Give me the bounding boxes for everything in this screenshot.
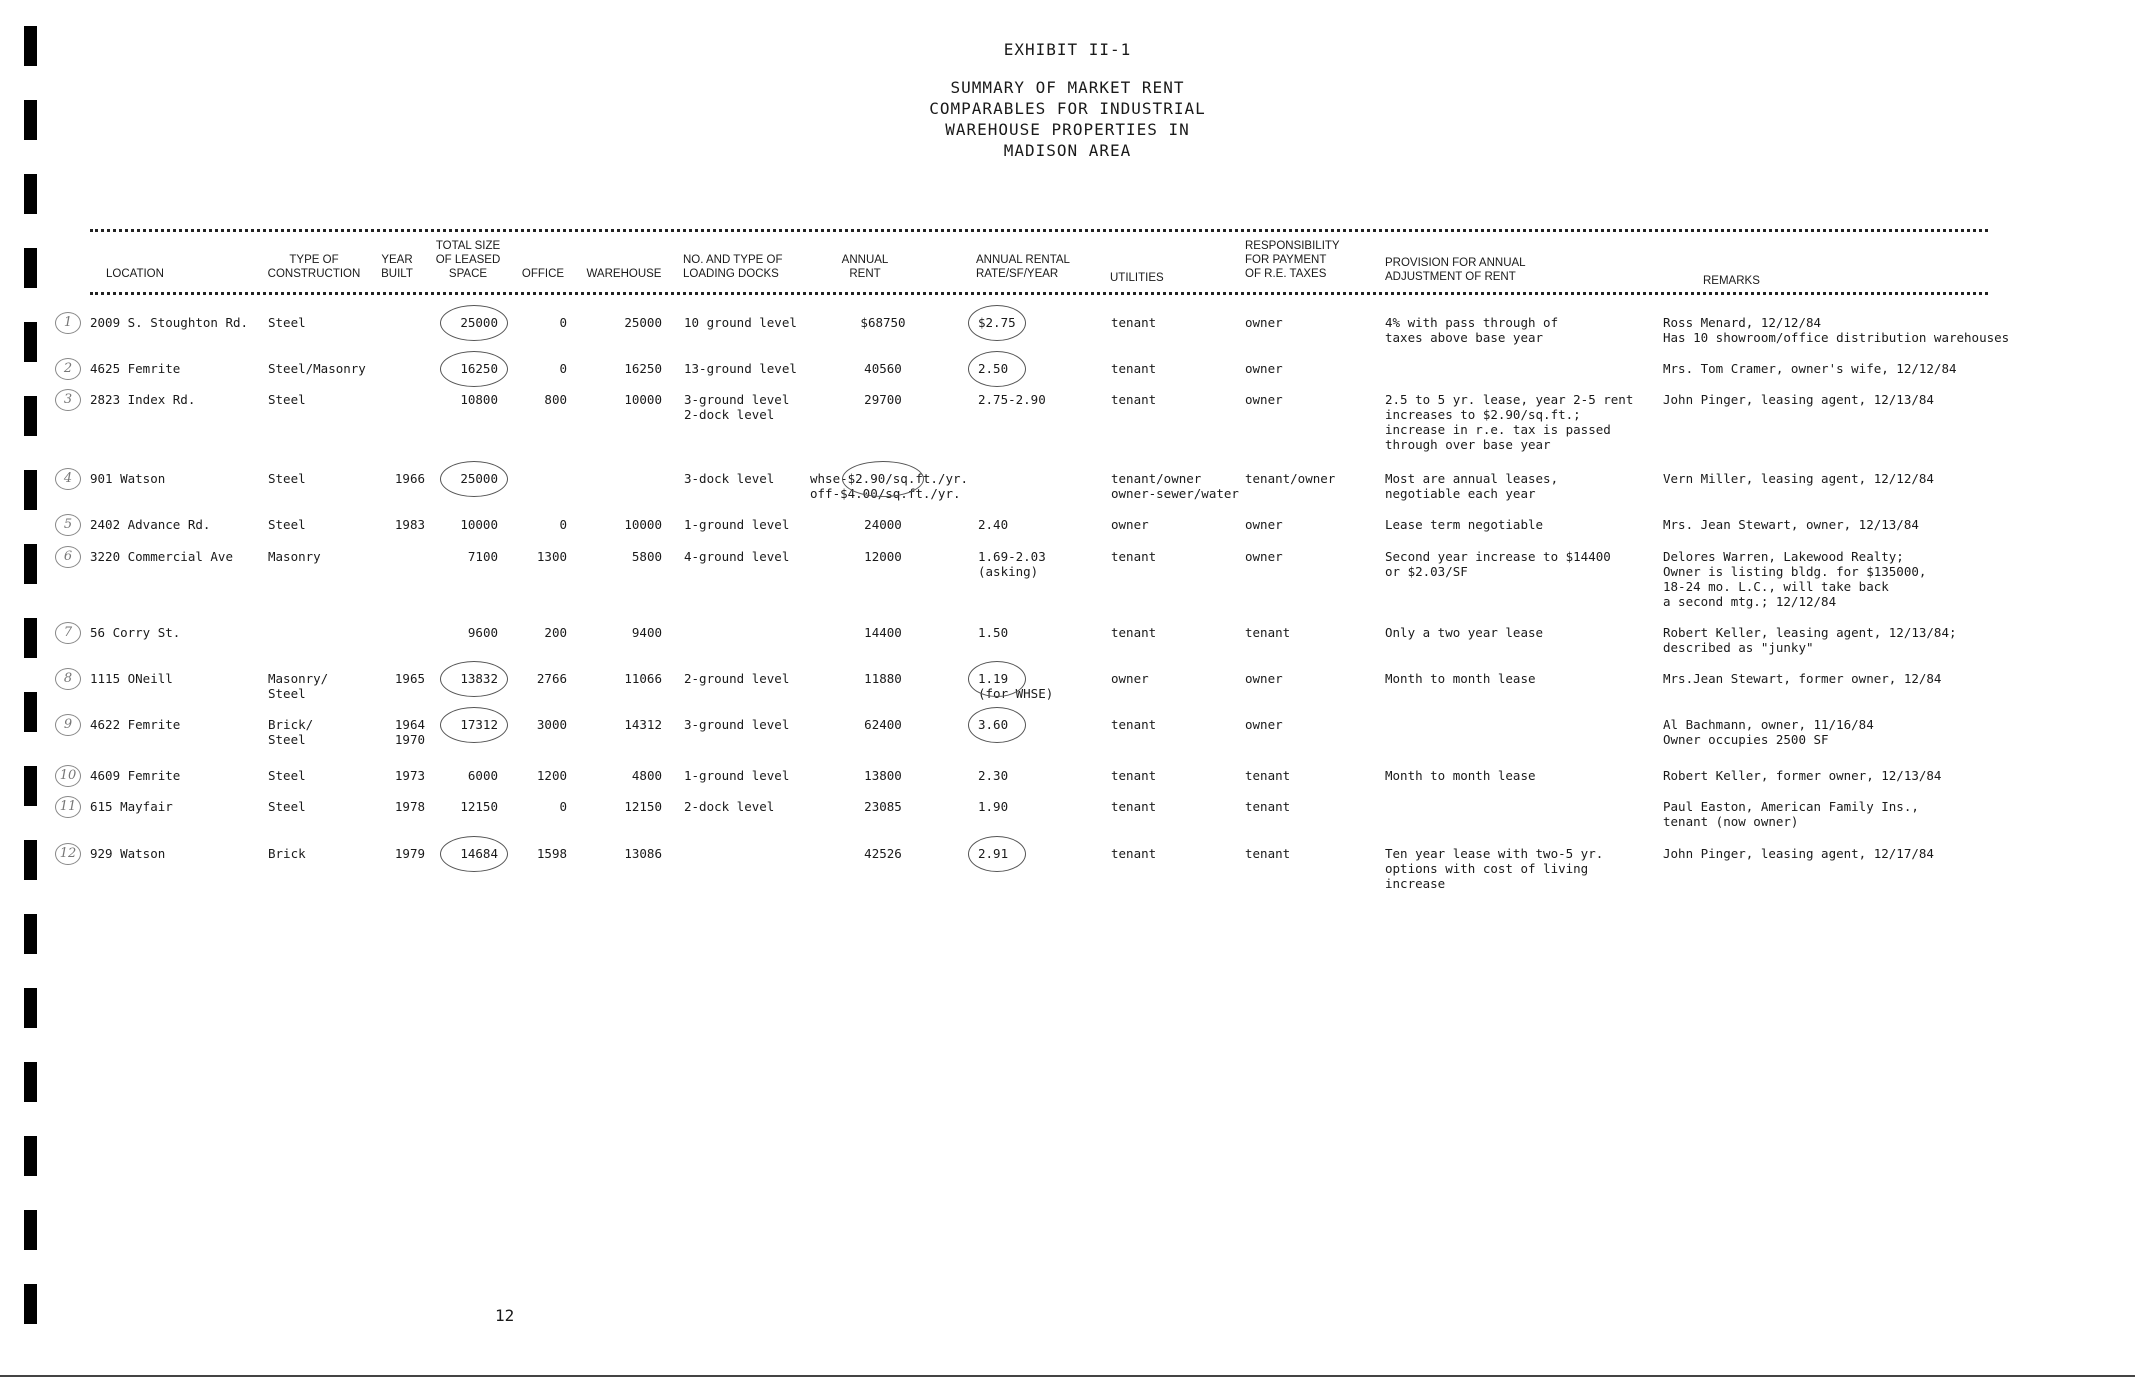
cell-year: 1978	[394, 799, 425, 814]
cell-location: 4609 Femrite	[90, 768, 181, 783]
cell-taxes: owner	[1245, 392, 1283, 407]
binder-hole	[24, 396, 37, 436]
binder-hole	[24, 1062, 37, 1102]
col-head-construction: TYPE OF CONSTRUCTION	[267, 254, 361, 280]
cell-location: 2009 S. Stoughton Rd.	[90, 315, 249, 330]
cell-remarks: Paul Easton, American Family Ins., tenant (now owner)	[1663, 799, 1919, 829]
cell-construction: Masonry	[268, 549, 321, 564]
handwritten-row-number: 8	[55, 668, 81, 690]
cell-year: 1973	[394, 768, 425, 783]
cell-construction: Brick/ Steel	[268, 717, 314, 747]
cell-rate: 1.69-2.03 (asking)	[978, 549, 1046, 579]
cell-rent: 29700	[864, 392, 902, 407]
title-line-2: COMPARABLES FOR INDUSTRIAL	[929, 99, 1206, 118]
col-head-utilities: UTILITIES	[1110, 272, 1164, 284]
cell-taxes: tenant	[1245, 799, 1291, 814]
binder-hole	[24, 914, 37, 954]
col-head-remarks: REMARKS	[1703, 275, 1760, 287]
binder-hole	[24, 322, 37, 362]
cell-location: 2823 Index Rd.	[90, 392, 196, 407]
col-head-warehouse: WAREHOUSE	[586, 268, 662, 280]
handwritten-row-number: 3	[55, 389, 81, 411]
col-head-rent: ANNUAL RENT	[841, 254, 889, 280]
cell-utilities: tenant	[1111, 392, 1157, 407]
cell-office: 1598	[536, 846, 567, 861]
page-number: 12	[495, 1306, 515, 1325]
cell-rent: 11880	[864, 671, 902, 686]
cell-office: 800	[544, 392, 567, 407]
cell-size: 10000	[460, 517, 498, 532]
cell-docks: 2-ground level	[684, 671, 790, 686]
cell-taxes: owner	[1245, 717, 1283, 732]
binder-hole	[24, 692, 37, 732]
cell-taxes: tenant	[1245, 625, 1291, 640]
cell-rent: 40560	[864, 361, 902, 376]
header-bottom-rule	[90, 292, 1988, 295]
handwritten-row-number: 10	[55, 765, 81, 787]
binder-hole	[24, 1136, 37, 1176]
cell-utilities: tenant/owner owner-sewer/water	[1111, 471, 1239, 501]
col-head-rate: ANNUAL RENTAL RATE/SF/YEAR	[976, 254, 1070, 280]
cell-year: 1966	[394, 471, 425, 486]
cell-docks: 10 ground level	[684, 315, 797, 330]
handwritten-row-number: 1	[55, 312, 81, 334]
col-head-size: TOTAL SIZE OF LEASED SPACE	[435, 240, 501, 280]
cell-office: 3000	[536, 717, 567, 732]
handwritten-row-number: 4	[55, 468, 81, 490]
cell-warehouse: 13086	[624, 846, 662, 861]
cell-construction: Steel	[268, 799, 306, 814]
cell-size: 17312	[460, 717, 498, 732]
cell-taxes: owner	[1245, 315, 1283, 330]
col-head-provision: PROVISION FOR ANNUAL ADJUSTMENT OF RENT	[1385, 257, 1526, 283]
cell-rate: 2.91	[978, 846, 1009, 861]
binder-hole	[24, 470, 37, 510]
cell-warehouse: 10000	[624, 392, 662, 407]
cell-rent: 23085	[864, 799, 902, 814]
title-line-1: SUMMARY OF MARKET RENT	[950, 78, 1185, 97]
cell-remarks: Mrs.Jean Stewart, former owner, 12/84	[1663, 671, 1942, 686]
cell-utilities: tenant	[1111, 799, 1157, 814]
pen-mark-circle	[842, 461, 924, 497]
handwritten-row-number: 5	[55, 514, 81, 536]
cell-size: 13832	[460, 671, 498, 686]
cell-remarks: Ross Menard, 12/12/84 Has 10 showroom/office distribution warehouses	[1663, 315, 2010, 345]
pen-mark-circle	[968, 661, 1026, 697]
cell-rate: $2.75	[978, 315, 1016, 330]
cell-warehouse: 16250	[624, 361, 662, 376]
binder-hole	[24, 174, 37, 214]
binder-hole	[24, 1210, 37, 1250]
cell-docks: 4-ground level	[684, 549, 790, 564]
pen-mark-circle	[968, 351, 1026, 387]
table-top-rule	[90, 229, 1988, 232]
handwritten-row-number: 11	[55, 796, 81, 818]
cell-rate: 1.90	[978, 799, 1009, 814]
handwritten-row-number: 2	[55, 358, 81, 380]
cell-rent: 12000	[864, 549, 902, 564]
cell-size: 16250	[460, 361, 498, 376]
cell-taxes: tenant/owner	[1245, 471, 1336, 486]
cell-office: 200	[544, 625, 567, 640]
cell-size: 6000	[467, 768, 498, 783]
cell-rate: 1.50	[978, 625, 1009, 640]
col-head-year: YEAR BUILT	[381, 254, 413, 280]
cell-provision: Most are annual leases, negotiable each year	[1385, 471, 1559, 501]
pen-mark-circle	[440, 661, 508, 697]
col-head-office: OFFICE	[521, 268, 565, 280]
cell-provision: Month to month lease	[1385, 768, 1536, 783]
cell-provision: Month to month lease	[1385, 671, 1536, 686]
cell-construction: Steel	[268, 768, 306, 783]
title-line-4: MADISON AREA	[1003, 141, 1132, 160]
handwritten-row-number: 9	[55, 714, 81, 736]
cell-taxes: owner	[1245, 361, 1283, 376]
cell-size: 25000	[460, 471, 498, 486]
binder-hole	[24, 988, 37, 1028]
cell-taxes: owner	[1245, 517, 1283, 532]
binder-hole	[24, 544, 37, 584]
cell-docks: 3-ground level	[684, 717, 790, 732]
cell-warehouse: 10000	[624, 517, 662, 532]
cell-year: 1964 1970	[394, 717, 425, 747]
cell-rate: 2.50	[978, 361, 1009, 376]
cell-provision: Second year increase to $14400 or $2.03/SF	[1385, 549, 1611, 579]
cell-utilities: tenant	[1111, 361, 1157, 376]
col-head-taxes: RESPONSIBILITY FOR PAYMENT OF R.E. TAXES	[1245, 240, 1340, 280]
col-head-docks: NO. AND TYPE OF LOADING DOCKS	[683, 254, 783, 280]
col-head-location: LOCATION	[106, 268, 164, 280]
cell-warehouse: 12150	[624, 799, 662, 814]
cell-rent: 42526	[864, 846, 902, 861]
cell-remarks: Mrs. Jean Stewart, owner, 12/13/84	[1663, 517, 1919, 532]
cell-rate: 1.19 (for WHSE)	[978, 671, 1054, 701]
cell-utilities: tenant	[1111, 549, 1157, 564]
cell-warehouse: 5800	[631, 549, 662, 564]
title-line-3: WAREHOUSE PROPERTIES IN	[945, 120, 1190, 139]
handwritten-row-number: 12	[55, 843, 81, 865]
cell-construction: Steel	[268, 517, 306, 532]
cell-size: 12150	[460, 799, 498, 814]
cell-remarks: John Pinger, leasing agent, 12/17/84	[1663, 846, 1934, 861]
cell-warehouse: 25000	[624, 315, 662, 330]
cell-office: 2766	[536, 671, 567, 686]
cell-location: 2402 Advance Rd.	[90, 517, 211, 532]
cell-warehouse: 9400	[631, 625, 662, 640]
cell-size: 14684	[460, 846, 498, 861]
cell-construction: Steel	[268, 315, 306, 330]
cell-taxes: tenant	[1245, 846, 1291, 861]
cell-location: 1115 ONeill	[90, 671, 173, 686]
cell-utilities: tenant	[1111, 717, 1157, 732]
cell-taxes: owner	[1245, 671, 1283, 686]
cell-rent: 14400	[864, 625, 902, 640]
cell-year: 1979	[394, 846, 425, 861]
cell-office: 0	[559, 361, 567, 376]
cell-warehouse: 4800	[631, 768, 662, 783]
cell-office: 1300	[536, 549, 567, 564]
cell-docks: 1-ground level	[684, 517, 790, 532]
binder-hole	[24, 618, 37, 658]
handwritten-row-number: 6	[55, 546, 81, 568]
cell-year: 1983	[394, 517, 425, 532]
pen-mark-circle	[440, 707, 508, 743]
cell-rent: 24000	[864, 517, 902, 532]
cell-docks: 2-dock level	[684, 799, 775, 814]
cell-office: 0	[559, 799, 567, 814]
cell-provision: 4% with pass through of taxes above base year	[1385, 315, 1559, 345]
binder-hole	[24, 840, 37, 880]
cell-rate: 2.75-2.90	[978, 392, 1046, 407]
cell-construction: Steel/Masonry	[268, 361, 366, 376]
cell-utilities: tenant	[1111, 625, 1157, 640]
cell-construction: Brick	[268, 846, 306, 861]
binder-hole	[24, 1284, 37, 1324]
cell-remarks: Al Bachmann, owner, 11/16/84 Owner occupies 2500 SF	[1663, 717, 1874, 747]
cell-docks: 13-ground level	[684, 361, 797, 376]
cell-provision: 2.5 to 5 yr. lease, year 2-5 rent increases to $2.90/sq.ft.; increase in r.e. tax is passed through over base year	[1385, 392, 1634, 452]
cell-utilities: tenant	[1111, 768, 1157, 783]
cell-construction: Steel	[268, 471, 306, 486]
cell-remarks: Vern Miller, leasing agent, 12/12/84	[1663, 471, 1934, 486]
exhibit-label: EXHIBIT II-1	[1003, 40, 1132, 59]
cell-year: 1965	[394, 671, 425, 686]
cell-rent: 62400	[864, 717, 902, 732]
document-header	[0, 40, 2135, 161]
cell-size: 25000	[460, 315, 498, 330]
cell-location: 4622 Femrite	[90, 717, 181, 732]
cell-office: 0	[559, 517, 567, 532]
cell-provision: Lease term negotiable	[1385, 517, 1544, 532]
pen-mark-circle	[968, 707, 1026, 743]
cell-remarks: John Pinger, leasing agent, 12/13/84	[1663, 392, 1934, 407]
pen-mark-circle	[440, 836, 508, 872]
cell-utilities: tenant	[1111, 846, 1157, 861]
cell-docks: 3-dock level	[684, 471, 775, 486]
cell-office: 1200	[536, 768, 567, 783]
cell-warehouse: 14312	[624, 717, 662, 732]
cell-remarks: Robert Keller, leasing agent, 12/13/84; described as "junky"	[1663, 625, 1957, 655]
cell-utilities: owner	[1111, 517, 1149, 532]
cell-remarks: Mrs. Tom Cramer, owner's wife, 12/12/84	[1663, 361, 1957, 376]
cell-size: 10800	[460, 392, 498, 407]
cell-taxes: owner	[1245, 549, 1283, 564]
pen-mark-circle	[968, 836, 1026, 872]
cell-location: 901 Watson	[90, 471, 166, 486]
cell-utilities: tenant	[1111, 315, 1157, 330]
pen-mark-circle	[440, 461, 508, 497]
cell-docks: 1-ground level	[684, 768, 790, 783]
cell-docks: 3-ground level 2-dock level	[684, 392, 790, 422]
cell-utilities: owner	[1111, 671, 1149, 686]
cell-location: 4625 Femrite	[90, 361, 181, 376]
cell-rent: $68750	[860, 315, 906, 330]
cell-rent: whse-$2.90/sq.ft./yr. off-$4.00/sq.ft./yr.	[810, 471, 969, 501]
cell-construction: Steel	[268, 392, 306, 407]
cell-provision: Only a two year lease	[1385, 625, 1544, 640]
cell-construction: Masonry/ Steel	[268, 671, 329, 701]
handwritten-row-number: 7	[55, 622, 81, 644]
cell-rate: 3.60	[978, 717, 1009, 732]
cell-rate: 2.30	[978, 768, 1009, 783]
pen-mark-circle	[440, 305, 508, 341]
cell-location: 3220 Commercial Ave	[90, 549, 233, 564]
pen-mark-circle	[440, 351, 508, 387]
cell-location: 56 Corry St.	[90, 625, 181, 640]
cell-taxes: tenant	[1245, 768, 1291, 783]
cell-remarks: Delores Warren, Lakewood Realty; Owner is listing bldg. for $135000, 18-24 mo. L.C., will take back a second mtg.; 12/12/84	[1663, 549, 1927, 609]
cell-warehouse: 11066	[624, 671, 662, 686]
cell-remarks: Robert Keller, former owner, 12/13/84	[1663, 768, 1942, 783]
cell-office: 0	[559, 315, 567, 330]
binder-hole	[24, 766, 37, 806]
cell-rent: 13800	[864, 768, 902, 783]
binder-hole	[24, 248, 37, 288]
page-bottom-edge	[0, 1375, 2135, 1377]
cell-provision: Ten year lease with two-5 yr. options with cost of living increase	[1385, 846, 1604, 891]
pen-mark-circle	[968, 305, 1026, 341]
cell-location: 929 Watson	[90, 846, 166, 861]
cell-location: 615 Mayfair	[90, 799, 173, 814]
cell-rate: 2.40	[978, 517, 1009, 532]
cell-size: 7100	[467, 549, 498, 564]
cell-size: 9600	[467, 625, 498, 640]
